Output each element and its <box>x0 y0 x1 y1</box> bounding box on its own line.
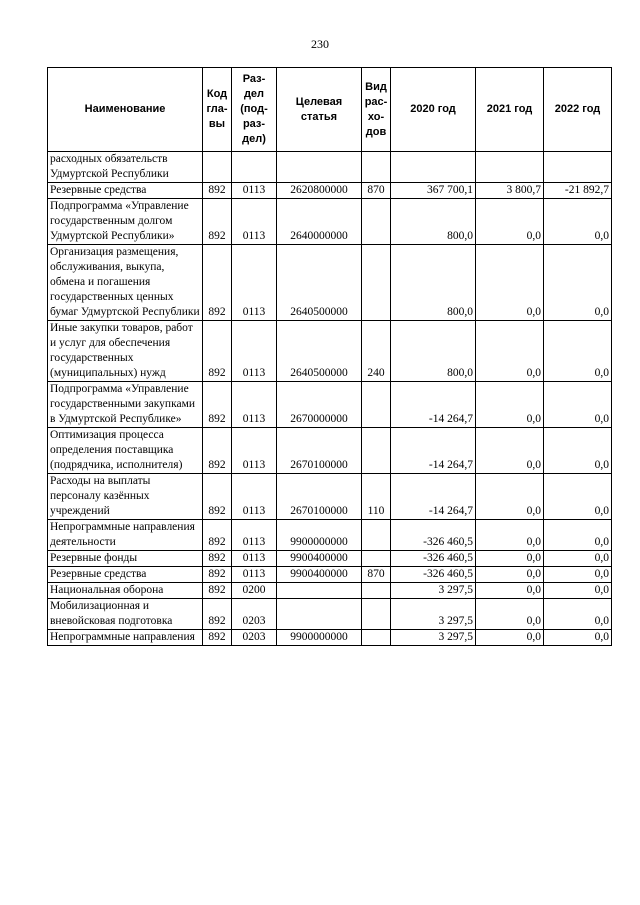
cell-name: Непрограммные направления <box>48 630 203 646</box>
cell-expense-type <box>362 551 391 567</box>
cell-section: 0113 <box>232 199 277 245</box>
cell-2020: 800,0 <box>391 245 476 321</box>
header-chapter-code: Код гла- вы <box>203 68 232 152</box>
cell-2020: 800,0 <box>391 199 476 245</box>
cell-2020: 3 297,5 <box>391 583 476 599</box>
cell-name: Подпрограмма «Управление государственными закупками в Удмуртской Республике» <box>48 382 203 428</box>
cell-section: 0113 <box>232 321 277 382</box>
cell-chapter-code: 892 <box>203 183 232 199</box>
cell-expense-type <box>362 152 391 183</box>
cell-name: Подпрограмма «Управление государственным долгом Удмуртской Республики» <box>48 199 203 245</box>
header-name: Наименование <box>48 68 203 152</box>
cell-name: Непрограммные направления деятельности <box>48 520 203 551</box>
table-row <box>48 183 612 199</box>
cell-chapter-code: 892 <box>203 199 232 245</box>
cell-section: 0203 <box>232 599 277 630</box>
cell-name: Резервные средства <box>48 183 203 199</box>
table-row <box>48 428 612 474</box>
cell-name: Организация размещения, обслуживания, выкупа, обмена и погашения государственных ценных бумаг Удмуртской Республики <box>48 245 203 321</box>
cell-name: Иные закупки товаров, работ и услуг для обеспечения государственных (муниципальных) нужд <box>48 321 203 382</box>
cell-chapter-code: 892 <box>203 630 232 646</box>
cell-name: Оптимизация процесса определения поставщика (подрядчика, исполнителя) <box>48 428 203 474</box>
cell-2020: -14 264,7 <box>391 474 476 520</box>
header-target-article: Целевая статья <box>277 68 362 152</box>
cell-2020: 3 297,5 <box>391 630 476 646</box>
cell-2021 <box>476 152 544 183</box>
page-number: 230 <box>311 37 329 51</box>
table-header-row <box>48 68 612 152</box>
cell-chapter-code: 892 <box>203 321 232 382</box>
table-row <box>48 474 612 520</box>
table-row <box>48 583 612 599</box>
cell-target-article: 2640000000 <box>277 199 362 245</box>
table-row <box>48 630 612 646</box>
table-row <box>48 599 612 630</box>
cell-2022: 0,0 <box>544 382 612 428</box>
cell-section: 0113 <box>232 428 277 474</box>
cell-section: 0113 <box>232 567 277 583</box>
cell-2022 <box>544 152 612 183</box>
budget-table <box>47 67 612 646</box>
cell-2022: 0,0 <box>544 630 612 646</box>
cell-expense-type <box>362 583 391 599</box>
cell-2021: 0,0 <box>476 583 544 599</box>
cell-2022: 0,0 <box>544 199 612 245</box>
cell-name: Резервные фонды <box>48 551 203 567</box>
cell-2021: 0,0 <box>476 428 544 474</box>
cell-expense-type <box>362 520 391 551</box>
cell-2021: 0,0 <box>476 599 544 630</box>
cell-2021: 0,0 <box>476 567 544 583</box>
cell-expense-type <box>362 382 391 428</box>
cell-expense-type <box>362 599 391 630</box>
cell-chapter-code: 892 <box>203 245 232 321</box>
cell-chapter-code: 892 <box>203 567 232 583</box>
cell-expense-type <box>362 630 391 646</box>
cell-target-article: 2670000000 <box>277 382 362 428</box>
cell-2022: 0,0 <box>544 474 612 520</box>
cell-expense-type: 110 <box>362 474 391 520</box>
table-row <box>48 152 612 183</box>
table-row <box>48 199 612 245</box>
cell-2021: 3 800,7 <box>476 183 544 199</box>
table-body <box>48 152 612 646</box>
cell-expense-type: 240 <box>362 321 391 382</box>
table-row <box>48 245 612 321</box>
header-2020: 2020 год <box>391 68 476 152</box>
cell-2021: 0,0 <box>476 199 544 245</box>
cell-expense-type: 870 <box>362 567 391 583</box>
cell-expense-type: 870 <box>362 183 391 199</box>
table-row <box>48 520 612 551</box>
cell-target-article: 9900400000 <box>277 567 362 583</box>
cell-target-article: 9900400000 <box>277 551 362 567</box>
cell-name: Национальная оборона <box>48 583 203 599</box>
cell-2022: 0,0 <box>544 583 612 599</box>
cell-section: 0200 <box>232 583 277 599</box>
cell-2022: 0,0 <box>544 428 612 474</box>
cell-section: 0113 <box>232 183 277 199</box>
cell-2022: -21 892,7 <box>544 183 612 199</box>
cell-chapter-code: 892 <box>203 428 232 474</box>
cell-target-article: 2670100000 <box>277 428 362 474</box>
cell-2020: -14 264,7 <box>391 382 476 428</box>
cell-2022: 0,0 <box>544 551 612 567</box>
header-expense-type: Вид рас- хо- дов <box>362 68 391 152</box>
cell-2020: 367 700,1 <box>391 183 476 199</box>
cell-name: расходных обязательств Удмуртской Республики <box>48 152 203 183</box>
cell-section: 0203 <box>232 630 277 646</box>
cell-2021: 0,0 <box>476 245 544 321</box>
cell-expense-type <box>362 428 391 474</box>
table-row <box>48 551 612 567</box>
table-row <box>48 321 612 382</box>
cell-section: 0113 <box>232 520 277 551</box>
cell-2022: 0,0 <box>544 321 612 382</box>
header-2021: 2021 год <box>476 68 544 152</box>
cell-target-article: 2640500000 <box>277 321 362 382</box>
cell-chapter-code <box>203 152 232 183</box>
cell-name: Мобилизационная и вневойсковая подготовка <box>48 599 203 630</box>
cell-chapter-code: 892 <box>203 474 232 520</box>
cell-target-article: 2640500000 <box>277 245 362 321</box>
cell-chapter-code: 892 <box>203 382 232 428</box>
cell-2021: 0,0 <box>476 630 544 646</box>
cell-2022: 0,0 <box>544 245 612 321</box>
cell-2022: 0,0 <box>544 567 612 583</box>
cell-section: 0113 <box>232 245 277 321</box>
cell-section: 0113 <box>232 474 277 520</box>
cell-chapter-code: 892 <box>203 583 232 599</box>
table-row <box>48 382 612 428</box>
cell-2021: 0,0 <box>476 520 544 551</box>
cell-chapter-code: 892 <box>203 599 232 630</box>
cell-section: 0113 <box>232 551 277 567</box>
cell-expense-type <box>362 199 391 245</box>
cell-target-article: 2620800000 <box>277 183 362 199</box>
cell-target-article <box>277 583 362 599</box>
cell-2021: 0,0 <box>476 474 544 520</box>
cell-target-article: 2670100000 <box>277 474 362 520</box>
cell-2020: -14 264,7 <box>391 428 476 474</box>
cell-section: 0113 <box>232 382 277 428</box>
cell-2020: -326 460,5 <box>391 520 476 551</box>
cell-2020: -326 460,5 <box>391 567 476 583</box>
cell-2021: 0,0 <box>476 321 544 382</box>
cell-target-article: 9900000000 <box>277 520 362 551</box>
cell-2020: -326 460,5 <box>391 551 476 567</box>
cell-chapter-code: 892 <box>203 551 232 567</box>
table-row <box>48 567 612 583</box>
cell-expense-type <box>362 245 391 321</box>
cell-2020: 800,0 <box>391 321 476 382</box>
cell-2021: 0,0 <box>476 551 544 567</box>
header-2022: 2022 год <box>544 68 612 152</box>
header-section: Раз- дел (под- раз- дел) <box>232 68 277 152</box>
cell-target-article <box>277 152 362 183</box>
cell-2022: 0,0 <box>544 520 612 551</box>
cell-2020 <box>391 152 476 183</box>
cell-chapter-code: 892 <box>203 520 232 551</box>
cell-section <box>232 152 277 183</box>
cell-target-article: 9900000000 <box>277 630 362 646</box>
cell-name: Резервные средства <box>48 567 203 583</box>
cell-2020: 3 297,5 <box>391 599 476 630</box>
cell-2022: 0,0 <box>544 599 612 630</box>
cell-2021: 0,0 <box>476 382 544 428</box>
cell-name: Расходы на выплаты персоналу казённых учреждений <box>48 474 203 520</box>
cell-target-article <box>277 599 362 630</box>
